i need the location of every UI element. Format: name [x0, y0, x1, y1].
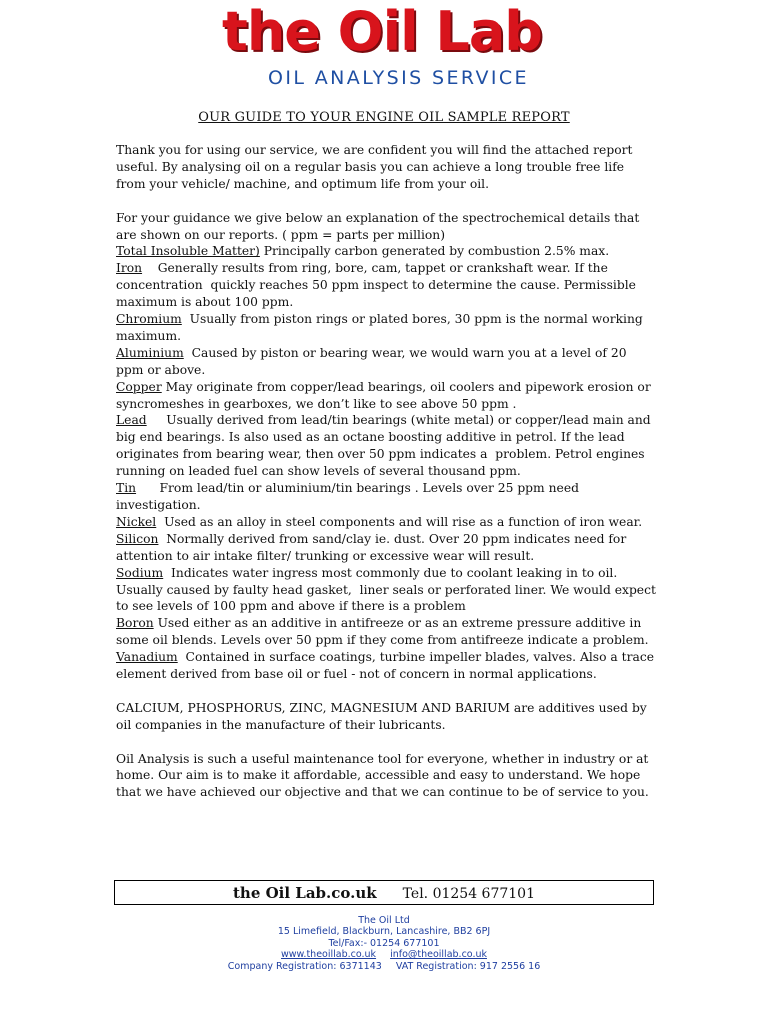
element-description: Generally results from ring, bore, cam, tappet or crankshaft wear. If the concentration quickly reaches 50 ppm inspect to determine the cause. Permissible maximum is about 100 ppm. — [116, 261, 640, 310]
element-description: Contained in surface coatings, turbine impeller blades, valves. Also a trace element derived from base oil or fuel - not of concern in normal applications. — [116, 650, 658, 682]
additives-paragraph: CALCIUM, PHOSPHORUS, ZINC, MAGNESIUM AND BARIUM are additives used by oil companies in the manufacture of their lubricants. — [116, 700, 647, 732]
element-definition — [116, 615, 656, 649]
element-definition — [116, 311, 656, 345]
contact-site: the Oil Lab.co.uk — [232, 884, 377, 902]
element-description: Indicates water ingress most commonly due to coolant leaking in to oil. Usually caused by faulty head gasket, liner seals or perforated liner. We would expect to see levels of 100 ppm and above if there is a problem — [116, 565, 660, 614]
element-description: Caused by piston or bearing wear, we would warn you at a level of 20 ppm or above. — [116, 345, 631, 377]
guidance-paragraph: For your guidance we give below an explanation of the spectrochemical details that are shown on our reports. ( ppm = parts per million) — [116, 210, 640, 242]
element-term: Boron — [116, 616, 154, 631]
element-term: Tin — [116, 481, 137, 496]
contact-box — [114, 880, 654, 905]
element-description: Principally carbon generated by combustion 2.5% max. — [259, 244, 610, 259]
element-term: Vanadium — [116, 650, 178, 665]
footer-website-link[interactable]: www.theoillab.co.uk — [281, 949, 377, 961]
element-description: From lead/tin or aluminium/tin bearings . Levels over 25 ppm need investigation. — [116, 481, 583, 513]
contact-tel: Tel. 01254 677101 — [402, 886, 535, 902]
element-definition — [116, 649, 656, 683]
element-term: Total Insoluble Matter) — [116, 244, 260, 259]
element-description: Usually derived from lead/tin bearings (white metal) or copper/lead main and big end bearings. Is also used as an octane boosting additive in petrol. If the lead originates from bearing wear, then over 50 ppm indicates a problem. Petrol engines running on leaded fuel can show levels of several thousand ppm. — [116, 413, 655, 479]
element-description: May originate from copper/lead bearings, oil coolers and pipework erosion or syncromeshes in gearboxes, we don’t like to see above 50 ppm . — [116, 379, 655, 411]
report-guide-body — [116, 142, 660, 801]
element-term: Nickel — [116, 514, 157, 529]
page-heading: OUR GUIDE TO YOUR ENGINE OIL SAMPLE REPORT — [198, 110, 570, 125]
footer-vat-registration: VAT Registration: 917 2556 16 — [395, 960, 541, 972]
element-description: Usually from piston rings or plated bores, 30 ppm is the normal working maximum. — [116, 312, 647, 343]
closing-paragraph: Oil Analysis is such a useful maintenance tool for everyone, whether in industry or at home. Our aim is to make it affordable, accessible and easy to understand. We hope that we have achieved our objective and that we can continue to be of service to you. — [116, 751, 649, 800]
element-definition — [116, 480, 656, 514]
element-description: Used either as an additive in antifreeze or as an extreme pressure additive in some oil blends. Levels over 50 ppm if they come from antifreeze indicate a problem. — [116, 616, 649, 648]
element-definition — [116, 379, 656, 413]
footer-telfax: Tel/Fax:- 01254 677101 — [328, 937, 440, 949]
element-definition — [116, 243, 656, 260]
element-term: Copper — [116, 379, 162, 394]
element-definition — [116, 345, 656, 379]
element-definition — [116, 412, 656, 480]
element-definition — [116, 514, 656, 531]
footer — [0, 915, 768, 972]
element-term: Aluminium — [116, 345, 184, 360]
element-term: Sodium — [116, 565, 164, 580]
footer-address: 15 Limefield, Blackburn, Lancashire, BB2 6PJ — [277, 926, 491, 938]
element-definition — [116, 565, 660, 616]
footer-company-registration: Company Registration: 6371143 — [227, 960, 382, 972]
element-definitions — [116, 243, 660, 683]
element-term: Lead — [116, 413, 147, 428]
element-term: Silicon — [116, 531, 159, 546]
element-term: Iron — [116, 261, 143, 276]
element-definition — [116, 260, 656, 311]
element-definition — [116, 531, 656, 565]
footer-email-link[interactable]: info@theoillab.co.uk — [390, 949, 487, 961]
logo-subtitle: OIL ANALYSIS SERVICE — [268, 67, 529, 89]
element-description: Normally derived from sand/clay ie. dust. Over 20 ppm indicates need for attention to air intake filter/ trunking or excessive wear will result. — [116, 531, 631, 563]
logo-title: the Oil Lab — [222, 0, 542, 63]
element-term: Chromium — [116, 312, 182, 327]
element-description: Used as an alloy in steel components and will rise as a function of iron wear. — [156, 514, 643, 529]
intro-paragraph: Thank you for using our service, we are confident you will find the attached report useful. By analysing oil on a regular basis you can achieve a long trouble free life from your vehicle/ machine, and optimum life from your oil. — [116, 143, 633, 191]
footer-company: The Oil Ltd — [358, 915, 410, 926]
